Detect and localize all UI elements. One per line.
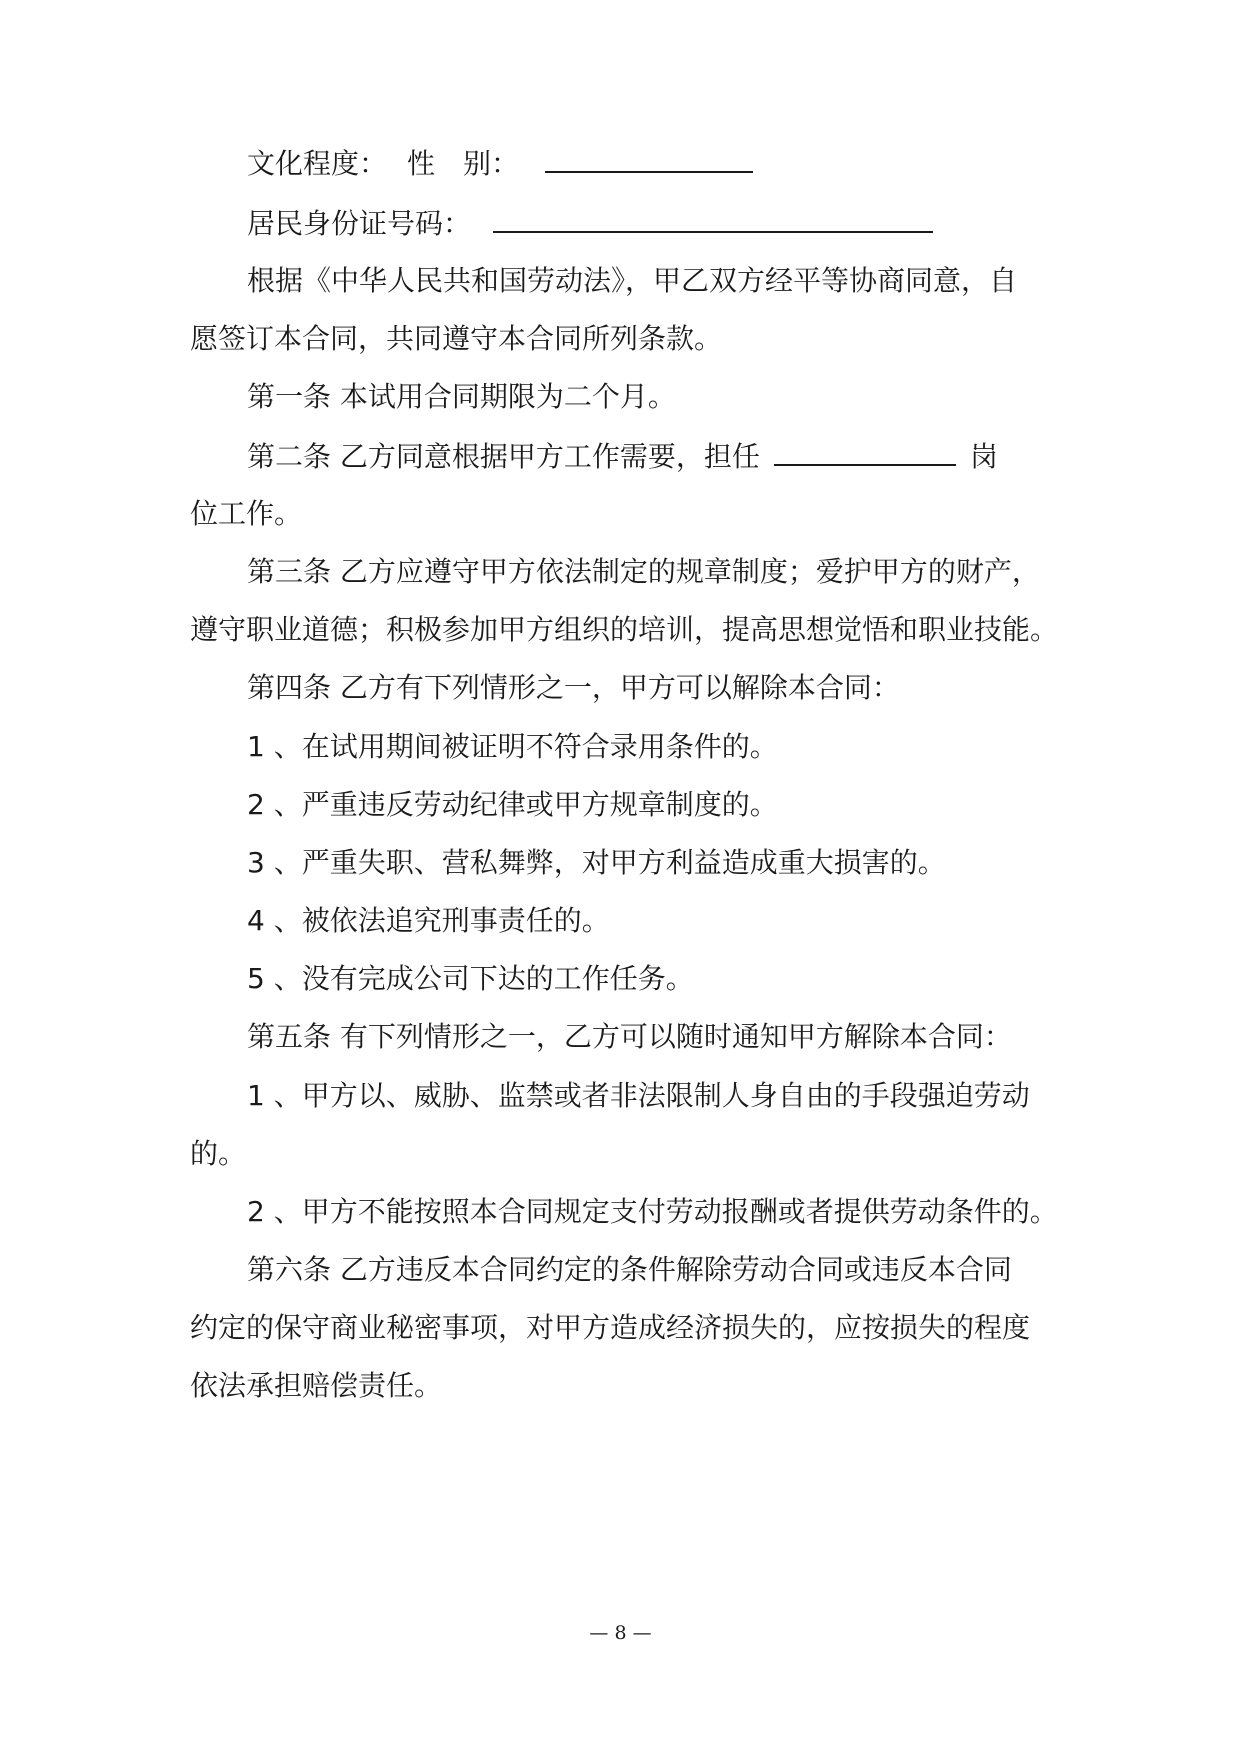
- article-4-item-1: 1 、在试用期间被证明不符合录用条件的。: [247, 730, 778, 763]
- article-3-line-1: 第三条 乙方应遵守甲方依法制定的规章制度；爱护甲方的财产，: [247, 555, 1040, 588]
- id-number-label: 居民身份证号码：: [247, 207, 472, 240]
- article-6-line-3: 依法承担赔偿责任。: [190, 1369, 443, 1402]
- article-5-item-1-line-1: 1 、甲方以、威胁、监禁或者非法限制人身自由的手段强迫劳动: [247, 1079, 1030, 1112]
- article-6-line-1: 第六条 乙方违反本合同约定的条件解除劳动合同或违反本合同: [247, 1253, 1012, 1286]
- article-4-item-4: 4 、被依法追究刑事责任的。: [247, 904, 610, 937]
- article-4-item-5: 5 、没有完成公司下达的工作任务。: [247, 962, 694, 995]
- article-2-gang: 岗: [969, 440, 998, 473]
- article-4-item-2: 2 、严重违反劳动纪律或甲方规章制度的。: [247, 788, 778, 821]
- education-label: 文化程度：: [247, 147, 388, 180]
- article-6-line-2: 约定的保守商业秘密事项，对甲方造成经济损失的，应按损失的程度: [190, 1311, 1031, 1344]
- field-line-education-gender: [247, 143, 1070, 184]
- article-2-line-2: 位工作。: [190, 497, 303, 530]
- article-5: 第五条 有下列情形之一，乙方可以随时通知甲方解除本合同：: [247, 1020, 1012, 1053]
- id-number-blank: [493, 203, 933, 233]
- article-5-item-1-line-2: 的。: [190, 1137, 247, 1170]
- article-3-line-2: 遵守职业道德；积极参加甲方组织的培训，提高思想觉悟和职业技能。: [190, 613, 1059, 646]
- article-4: 第四条 乙方有下列情形之一，甲方可以解除本合同：: [247, 671, 900, 704]
- field-line-id-number: [247, 203, 1070, 244]
- gender-label: 性 别：: [407, 147, 520, 180]
- article-2-text: 第二条 乙方同意根据甲方工作需要，担任: [247, 440, 760, 473]
- gender-blank: [545, 143, 753, 173]
- page-number: — 8 —: [589, 1622, 652, 1644]
- article-1: 第一条 本试用合同期限为二个月。: [247, 380, 676, 413]
- article-2-line-1: [247, 436, 1070, 477]
- position-blank: [774, 436, 956, 466]
- article-5-item-2: 2 、甲方不能按照本合同规定支付劳动报酬或者提供劳动条件的。: [247, 1195, 1058, 1228]
- article-4-item-3: 3 、严重失职、营私舞弊，对甲方利益造成重大损害的。: [247, 846, 946, 879]
- paragraph-preamble-line-1: 根据《中华人民共和国劳动法》，甲乙双方经平等协商同意，自: [247, 264, 1018, 297]
- paragraph-preamble-line-2: 愿签订本合同，共同遵守本合同所列条款。: [190, 322, 723, 355]
